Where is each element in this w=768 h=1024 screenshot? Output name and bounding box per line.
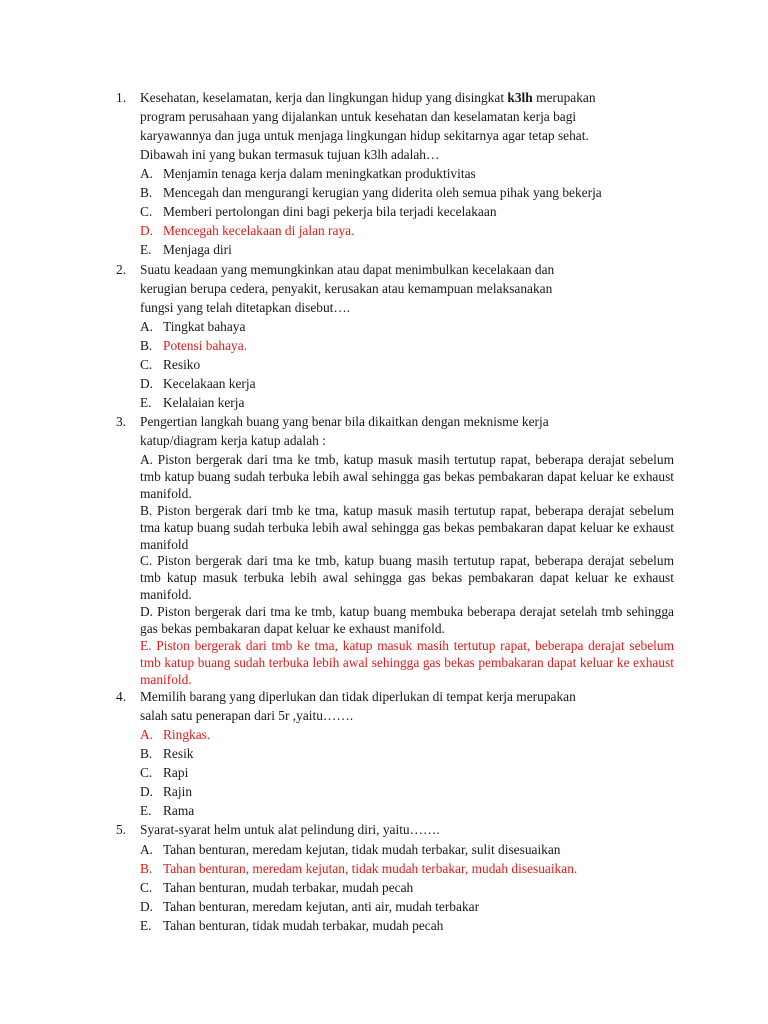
question-1-number: 1. (116, 90, 127, 105)
q5-option-e: Tahan benturan, tidak mudah terbakar, mudah pecah (163, 918, 444, 933)
q4-option-c: Rapi (163, 765, 189, 780)
question-5-line-1: Syarat-syarat helm untuk alat pelindung diri, yaitu……. (140, 822, 440, 837)
q3-option-d: D. Piston bergerak dari tma ke tmb, katup buang membuka beberapa derajat setelah tmb sehingga gas bekas pembakaran dapat keluar ke exhaust manifold. (140, 604, 674, 636)
question-3-line-1: Pengertian langkah buang yang benar bila dikaitkan dengan meknisme kerja (140, 414, 549, 429)
q4-option-e-letter: E. (140, 803, 152, 818)
q1-option-b-letter: B. (140, 185, 153, 200)
q1-option-a: Menjamin tenaga kerja dalam meningkatkan produktivitas (163, 166, 476, 181)
q4-option-b: Resik (163, 746, 194, 761)
question-2-line-2: kerugian berupa cedera, penyakit, kerusakan atau kemampuan melaksanakan (140, 281, 553, 296)
q4-option-c-letter: C. (140, 765, 153, 780)
q3-option-b: B. Piston bergerak dari tmb ke tma, katup masuk masih tertutup rapat, beberapa derajat sebelum tma katup buang sudah terbuka lebih awal sehingga gas bekas pembakaran dapat keluar ke exhaust manifold (140, 503, 674, 552)
question-2-line-3: fungsi yang telah ditetapkan disebut…. (140, 300, 351, 315)
q5-option-d: Tahan benturan, meredam kejutan, anti air, mudah terbakar (163, 899, 480, 914)
question-1-line-4: Dibawah ini yang bukan termasuk tujuan k3lh adalah… (140, 147, 440, 162)
question-1-line-2: program perusahaan yang dijalankan untuk kesehatan dan keselamatan kerja bagi (140, 109, 577, 124)
q5-option-a-letter: A. (140, 842, 154, 857)
q2-option-d: Kecelakaan kerja (163, 376, 256, 391)
question-4-line-2: salah satu penerapan dari 5r ,yaitu……. (140, 708, 354, 723)
q5-option-b-letter: B. (140, 861, 153, 876)
question-3-line-2: katup/diagram kerja katup adalah : (140, 433, 326, 448)
q5-option-c: Tahan benturan, mudah terbakar, mudah pecah (163, 880, 414, 895)
q4-option-a-answer: Ringkas. (163, 727, 211, 742)
q2-option-e: Kelalaian kerja (163, 395, 245, 410)
q2-option-c: Resiko (163, 357, 201, 372)
q2-option-b-letter: B. (140, 338, 153, 353)
question-4-number: 4. (116, 689, 127, 704)
q5-option-e-letter: E. (140, 918, 152, 933)
q1-option-e-letter: E. (140, 242, 152, 257)
q1-option-a-letter: A. (140, 166, 154, 181)
q4-option-a-letter: A. (140, 727, 154, 742)
question-3-number: 3. (116, 414, 127, 429)
q3-option-c: C. Piston bergerak dari tma ke tmb, katup buang masih tertutup rapat, beberapa derajat sebelum tmb katup masuk terbuka lebih awal sehingga gas bekas pembakaran dapat keluar ke exhaust manifold. (140, 553, 674, 602)
q3-option-e-answer: E. Piston bergerak dari tmb ke tma, katup masuk masih tertutup rapat, beberapa derajat sebelum tmb katup buang sudah terbuka lebih awal sehingga gas bekas pembakaran dapat keluar ke exhaust manifold. (140, 638, 674, 687)
q1-option-b: Mencegah dan mengurangi kerugian yang diderita oleh semua pihak yang bekerja (163, 185, 602, 200)
q3-option-a: A. Piston bergerak dari tma ke tmb, katup masuk masih tertutup rapat, beberapa derajat sebelum tmb katup buang sudah terbuka lebih awal sehingga gas bekas pembakaran dapat keluar ke exhaust manifold. (140, 452, 674, 501)
q2-option-c-letter: C. (140, 357, 153, 372)
question-1-line-1a: Kesehatan, keselamatan, kerja dan lingkungan hidup yang disingkat (140, 90, 505, 105)
q1-option-c-letter: C. (140, 204, 153, 219)
question-1-line-1 (140, 90, 596, 106)
q1-option-d-letter: D. (140, 223, 154, 238)
q5-option-a: Tahan benturan, meredam kejutan, tidak mudah terbakar, sulit disesuaikan (163, 842, 561, 857)
q2-option-b-answer: Potensi bahaya. (163, 338, 248, 353)
q4-option-d-letter: D. (140, 784, 154, 799)
q2-option-a-letter: A. (140, 319, 154, 334)
q2-option-d-letter: D. (140, 376, 154, 391)
question-1-line-1b: merupakan (536, 90, 596, 105)
question-2-number: 2. (116, 262, 127, 277)
question-2-line-1: Suatu keadaan yang memungkinkan atau dapat menimbulkan kecelakaan dan (140, 262, 555, 277)
q5-option-d-letter: D. (140, 899, 154, 914)
q1-option-d-answer: Mencegah kecelakaan di jalan raya. (163, 223, 355, 238)
question-1-keyword: k3lh (507, 90, 533, 105)
q2-option-a: Tingkat bahaya (163, 319, 246, 334)
question-4-line-1: Memilih barang yang diperlukan dan tidak diperlukan di tempat kerja merupakan (140, 689, 576, 704)
q4-option-e: Rama (163, 803, 195, 818)
q1-option-c: Memberi pertolongan dini bagi pekerja bila terjadi kecelakaan (163, 204, 497, 219)
question-5-number: 5. (116, 822, 127, 837)
q5-option-c-letter: C. (140, 880, 153, 895)
q4-option-b-letter: B. (140, 746, 153, 761)
q5-option-b-answer: Tahan benturan, meredam kejutan, tidak mudah terbakar, mudah disesuaikan. (163, 861, 578, 876)
q1-option-e: Menjaga diri (163, 242, 232, 257)
q4-option-d: Rajin (163, 784, 193, 799)
q2-option-e-letter: E. (140, 395, 152, 410)
question-1-line-3: karyawannya dan juga untuk menjaga lingkungan hidup sekitarnya agar tetap sehat. (140, 128, 589, 143)
